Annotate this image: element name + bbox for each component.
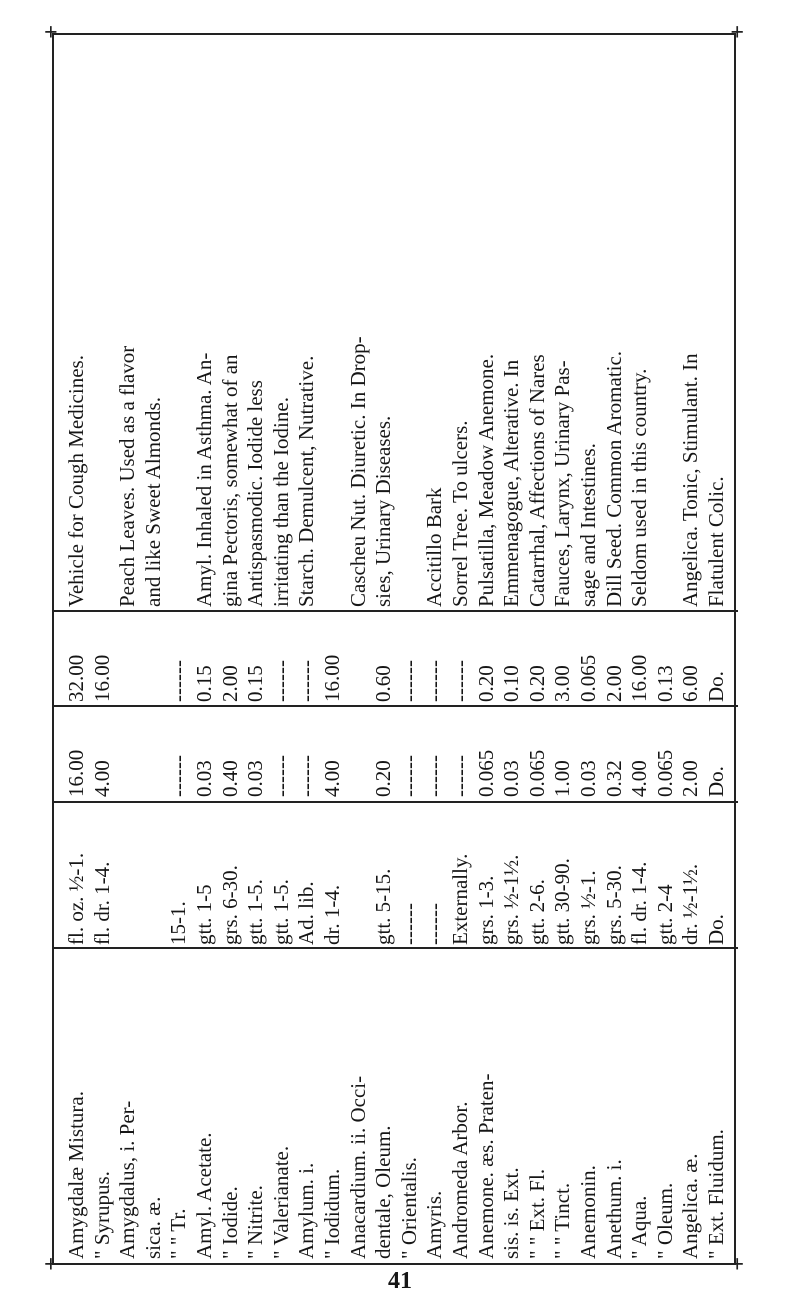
cell-max: 32.00	[64, 654, 88, 702]
cell-max: ------	[268, 660, 293, 702]
cell-use: Flatulent Colic.	[704, 476, 728, 607]
cell-dose: grs. 5-30.	[601, 865, 626, 945]
cell-min: 1.00	[550, 760, 575, 797]
cell-use: Accitillo Bark	[422, 487, 447, 607]
cell-max: ------	[166, 660, 191, 702]
cell-use: Starch. Demulcent, Nutrative.	[294, 355, 319, 607]
corner-mark: +	[44, 1252, 58, 1278]
cell-use: Antispasmodic. Iodide less	[243, 380, 268, 607]
column-rule	[54, 705, 738, 707]
cell-use: and like Sweet Almonds.	[140, 397, 165, 607]
cell-name: " Valerianate.	[268, 1145, 293, 1259]
cell-max: 2.00	[217, 665, 242, 702]
cell-dose: grs. 6-30.	[217, 865, 242, 945]
cell-use: Vehicle for Cough Medicines.	[64, 355, 88, 607]
cell-max: 16.00	[627, 654, 652, 702]
page-number: 41	[388, 1268, 412, 1294]
cell-min: 0.03	[192, 760, 216, 797]
cell-max: 16.00	[320, 654, 344, 702]
cell-max: ------	[422, 660, 447, 702]
cell-name: " " Tr.	[166, 1208, 191, 1259]
cell-name: " Oleum.	[652, 1182, 677, 1259]
cell-min: Do.	[704, 766, 728, 797]
cell-dose: gtt. 1-5.	[268, 879, 293, 945]
cell-min: ------	[422, 755, 447, 797]
cell-max: 0.20	[524, 665, 549, 702]
cell-max: 0.15	[243, 665, 268, 702]
cell-max: 2.00	[601, 665, 626, 702]
cell-use: Catarrhal, Affections of Nares	[524, 354, 549, 607]
cell-name: " Nitrite.	[243, 1185, 268, 1259]
cell-dose: fl. dr. 1-4.	[627, 861, 652, 945]
cell-name: " " Tinct.	[550, 1182, 575, 1259]
cell-dose: Externally.	[448, 853, 472, 945]
cell-max: 0.15	[192, 665, 216, 702]
cell-name: sis. is. Ext.	[499, 1167, 524, 1259]
cell-name: " Syrupus.	[89, 1171, 114, 1259]
page-frame	[44, 20, 744, 1278]
column-rule	[54, 801, 738, 803]
cell-dose: 15-1.	[166, 901, 191, 945]
cell-dose: grs. ½-1.	[576, 870, 600, 945]
cell-max: 16.00	[89, 654, 114, 702]
cell-use: sage and Intestines.	[576, 443, 600, 607]
cell-name: Anethum. i.	[601, 1159, 626, 1259]
cell-dose: dr. 1-4.	[320, 884, 344, 945]
cell-name: dentale, Oleum.	[371, 1125, 396, 1259]
cell-use: Cascheu Nut. Diuretic. In Drop-	[345, 336, 370, 607]
cell-max: 0.60	[371, 665, 396, 702]
cell-min: ------	[448, 755, 472, 797]
cell-max: 3.00	[550, 665, 575, 702]
cell-min: 0.20	[371, 760, 396, 797]
cell-min: 0.03	[243, 760, 268, 797]
cell-dose: fl. oz. ½-1.	[64, 852, 88, 945]
cell-min: 4.00	[627, 760, 652, 797]
cell-min: 4.00	[320, 760, 344, 797]
cell-dose: Do.	[704, 914, 728, 945]
cell-use: Sorrel Tree. To ulcers.	[448, 420, 472, 607]
cell-min: 0.32	[601, 760, 626, 797]
cell-use: Seldom used in this country.	[627, 368, 652, 607]
cell-max: ------	[294, 660, 319, 702]
cell-min: 0.03	[499, 760, 524, 797]
cell-max: 6.00	[678, 665, 703, 702]
cell-min: ------	[166, 755, 191, 797]
cell-name: " Ext. Fluidum.	[704, 1129, 728, 1259]
cell-max: 0.065	[576, 654, 600, 702]
cell-name: Amyl. Acetate.	[192, 1132, 216, 1259]
cell-min: ------	[396, 755, 421, 797]
cell-use: gina Pectoris, somewhat of an	[217, 354, 242, 607]
cell-min: ------	[268, 755, 293, 797]
cell-use: Emmenagogue, Alterative. In	[499, 359, 524, 607]
cell-dose: gtt. 1-5.	[243, 879, 268, 945]
cell-name: Amygdalæ Mistura.	[64, 1091, 88, 1259]
cell-name: " Orientalis.	[396, 1157, 421, 1259]
cell-name: sica. æ.	[140, 1196, 165, 1259]
column-rule	[54, 947, 738, 949]
cell-name: " " Ext. Fl.	[524, 1168, 549, 1259]
corner-mark: +	[730, 20, 744, 46]
cell-max: ------	[448, 660, 472, 702]
cell-min: 16.00	[64, 749, 88, 797]
cell-name: Amylum. i.	[294, 1162, 319, 1259]
cell-dose: gtt. 1-5	[192, 884, 216, 945]
corner-mark: +	[44, 20, 58, 46]
column-rule	[54, 610, 738, 612]
cell-use: Amyl. Inhaled in Asthma. An-	[192, 352, 216, 607]
cell-name: Angelica. æ.	[678, 1153, 703, 1259]
cell-name: Amyris.	[422, 1190, 447, 1259]
cell-max: ------	[396, 660, 421, 702]
cell-use: Pulsatilla, Meadow Anemone.	[473, 353, 498, 607]
cell-max: 0.13	[652, 665, 677, 702]
cell-min: ------	[294, 755, 319, 797]
cell-min: 2.00	[678, 760, 703, 797]
cell-use: irritating than the Iodine.	[268, 397, 293, 607]
cell-name: " Iodidum.	[320, 1168, 344, 1259]
cell-dose: grs. ½-1½.	[499, 854, 524, 945]
cell-dose: Ad. lib.	[294, 881, 319, 945]
cell-use: Peach Leaves. Used as a flavor	[115, 345, 140, 607]
cell-name: Anemonin.	[576, 1165, 600, 1259]
cell-use: Angelica. Tonic, Stimulant. In	[678, 353, 703, 607]
cell-dose: ------	[422, 903, 447, 945]
cell-use: Fauces, Larynx, Urinary Pas-	[550, 360, 575, 607]
cell-dose: fl. dr. 1-4.	[89, 861, 114, 945]
cell-min: 0.03	[576, 760, 600, 797]
cell-dose: gtt. 2-4	[652, 884, 677, 945]
cell-max: Do.	[704, 671, 728, 702]
corner-mark: +	[730, 1252, 744, 1278]
cell-max: 0.20	[473, 665, 498, 702]
cell-dose: grs. 1-3.	[473, 875, 498, 945]
rotated-table	[54, 35, 738, 1267]
cell-name: Andromeda Arbor.	[448, 1101, 472, 1259]
cell-dose: gtt. 30-90.	[550, 858, 575, 945]
cell-min: 0.065	[524, 749, 549, 797]
cell-min: 0.065	[473, 749, 498, 797]
cell-name: Anemone. æs. Praten-	[473, 1073, 498, 1259]
cell-min: 4.00	[89, 760, 114, 797]
cell-min: 0.40	[217, 760, 242, 797]
cell-use: Dill Seed. Common Aromatic.	[601, 350, 626, 607]
cell-dose: ------	[396, 903, 421, 945]
cell-max: 0.10	[499, 665, 524, 702]
cell-name: " Aqua.	[627, 1195, 652, 1259]
cell-dose: gtt. 5-15.	[371, 868, 396, 945]
cell-name: Amygdalus, i. Per-	[115, 1100, 140, 1259]
cell-name: " Iodide.	[217, 1186, 242, 1259]
cell-use: sies, Urinary Diseases.	[371, 415, 396, 607]
cell-dose: gtt. 2-6.	[524, 879, 549, 945]
cell-min: 0.065	[652, 749, 677, 797]
cell-dose: dr. ½-1½.	[678, 863, 703, 945]
cell-name: Anacardium. ii. Occi-	[345, 1075, 370, 1259]
